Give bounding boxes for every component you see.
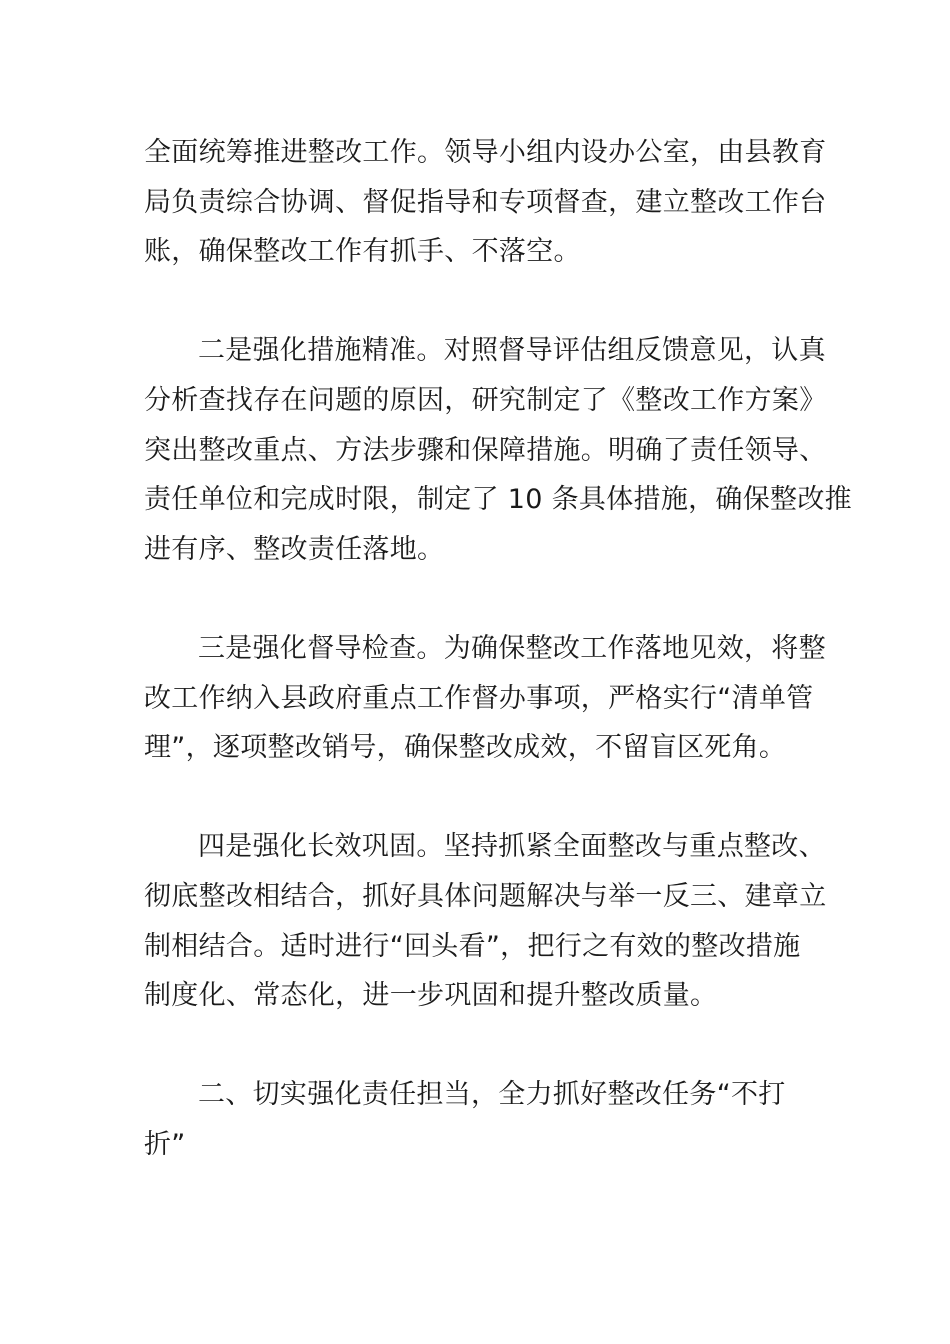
paragraph-2 xyxy=(144,326,852,574)
text-line: 全面统筹推进整改工作。领导小组内设办公室，由县教育 xyxy=(144,137,827,168)
section-heading xyxy=(144,1070,812,1169)
text-line: 进有序、整改责任落地。 xyxy=(144,533,445,565)
text-line: 制相结合。适时进行“回头看”，把行之有效的整改措施 xyxy=(144,930,801,962)
text-line: 理”，逐项整改销号，确保整改成效，不留盲区死角。 xyxy=(144,732,787,764)
text-line: 责任单位和完成时限，制定了 10 条具体措施，确保整改推 xyxy=(144,484,852,516)
paragraph-4 xyxy=(144,822,827,1020)
document-body xyxy=(144,128,852,1169)
paragraph-gap xyxy=(144,277,812,327)
text-line: 折” xyxy=(144,1128,186,1160)
text-line: 彻底整改相结合，抓好具体问题解决与举一反三、建章立 xyxy=(144,880,827,912)
text-line: 三是强化督导检查。为确保整改工作落地见效，将整 xyxy=(198,632,826,664)
text-line: 局负责综合协调、督促指导和专项督查，建立整改工作台 xyxy=(144,186,827,218)
text-line: 突出整改重点、方法步骤和保障措施。明确了责任领导、 xyxy=(144,434,827,466)
text-line: 改工作纳入县政府重点工作督办事项，严格实行“清单管 xyxy=(144,682,814,714)
paragraph-3 xyxy=(144,624,826,773)
text-line: 账，确保整改工作有抓手、不落空。 xyxy=(144,236,581,268)
paragraph-gap xyxy=(144,773,812,823)
text-line: 二是强化措施精准。对照督导评估组反馈意见，认真 xyxy=(198,335,826,367)
text-line: 制度化、常态化，进一步巩固和提升整改质量。 xyxy=(144,980,718,1012)
paragraph-gap xyxy=(144,574,812,624)
text-line: 二、切实强化责任担当，全力抓好整改任务“不打 xyxy=(198,1079,786,1111)
paragraph-1 xyxy=(144,128,827,277)
text-line: 分析查找存在问题的原因，研究制定了《整改工作方案》 xyxy=(144,384,827,416)
text-line: 四是强化长效巩固。坚持抓紧全面整改与重点整改、 xyxy=(198,831,826,863)
paragraph-gap xyxy=(144,1021,812,1071)
